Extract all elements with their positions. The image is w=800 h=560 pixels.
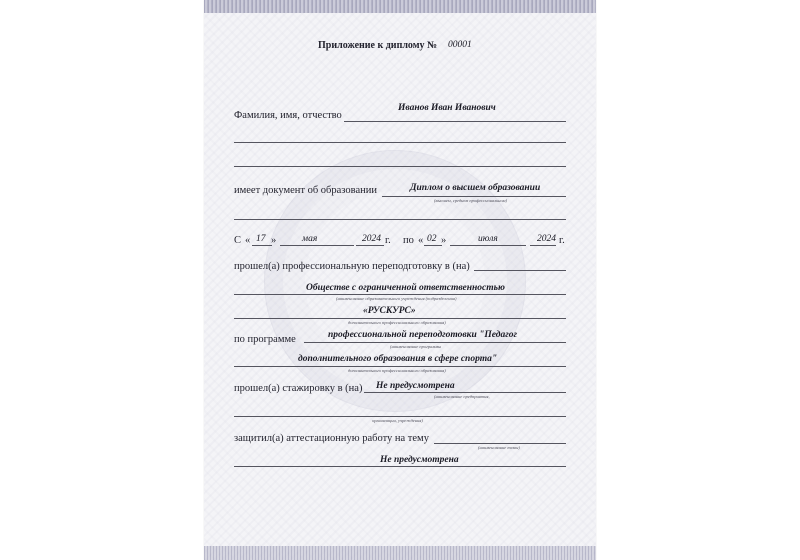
fio-value: Иванов Иван Иванович bbox=[398, 103, 496, 113]
doc-line bbox=[382, 196, 566, 197]
date-to-prefix: по bbox=[403, 235, 414, 246]
decorative-top-band bbox=[204, 0, 596, 13]
intern-label: прошел(а) стажировку в (на) bbox=[234, 383, 363, 394]
doc-label: имеет документ об образовании bbox=[234, 185, 377, 196]
program-line2-rule bbox=[234, 366, 566, 367]
month-to: июля bbox=[478, 234, 498, 244]
year-to: 2024 bbox=[537, 234, 556, 244]
diploma-appendix-page bbox=[204, 0, 596, 560]
program-line1-rule bbox=[304, 342, 566, 343]
document-title: Приложение к диплому № bbox=[318, 40, 438, 51]
org-note2: дополнительного профессионального образования) bbox=[348, 320, 446, 325]
date-from-prefix: С bbox=[234, 235, 242, 246]
doc-value: Диплом о высшем образовании bbox=[410, 183, 541, 193]
quote-close-2: » bbox=[441, 235, 447, 246]
thesis-label: защитил(а) аттестационную работу на тему bbox=[234, 433, 429, 444]
retrain-label: прошел(а) профессиональную переподготовку в (на) bbox=[234, 261, 470, 272]
day-to: 02 bbox=[427, 234, 437, 244]
org-line1-rule bbox=[234, 294, 566, 295]
org-line2-rule bbox=[234, 318, 566, 319]
program-note1: (наименование программы bbox=[390, 344, 442, 349]
year-to-line bbox=[530, 245, 556, 246]
intern-line bbox=[364, 392, 566, 393]
quote-close-1: » bbox=[271, 235, 277, 246]
program-note2: дополнительного профессионального образования) bbox=[348, 368, 446, 373]
program-line2: дополнительного образования в сфере спорта" bbox=[298, 354, 498, 364]
year-from-line bbox=[356, 245, 384, 246]
intern-note2: организации, учреждения) bbox=[372, 418, 423, 423]
thesis-line bbox=[434, 443, 566, 444]
quote-open-1: « bbox=[245, 235, 251, 246]
intern-line-2 bbox=[234, 416, 566, 417]
blank-line-2 bbox=[234, 166, 566, 167]
year-suffix-1: г. bbox=[385, 235, 391, 246]
blank-line-1 bbox=[234, 142, 566, 143]
day-from-line bbox=[252, 245, 272, 246]
month-to-line bbox=[450, 245, 526, 246]
year-suffix-2: г. bbox=[559, 235, 565, 246]
intern-note1: (наименование предприятия, bbox=[434, 394, 490, 399]
fio-line bbox=[344, 121, 566, 122]
day-from: 17 bbox=[256, 234, 266, 244]
org-line1: Обществе с ограниченной ответственностью bbox=[306, 283, 505, 293]
decorative-bottom-band bbox=[204, 546, 596, 560]
month-from-line bbox=[280, 245, 354, 246]
quote-open-2: « bbox=[418, 235, 424, 246]
org-line2: «РУСКУРС» bbox=[363, 306, 416, 316]
blank-line-3 bbox=[234, 219, 566, 220]
diploma-number: 00001 bbox=[448, 40, 472, 50]
thesis-line-2 bbox=[234, 466, 566, 467]
doc-note: (высшем, среднем профессиональном) bbox=[434, 198, 507, 203]
thesis-value: Не предусмотрена bbox=[380, 455, 459, 465]
intern-value: Не предусмотрена bbox=[376, 381, 455, 391]
month-from: мая bbox=[302, 234, 318, 244]
thesis-note: (наименование темы) bbox=[478, 445, 520, 450]
program-line1: профессиональной переподготовки "Педагог bbox=[328, 330, 518, 340]
day-to-line bbox=[424, 245, 442, 246]
year-from: 2024 bbox=[362, 234, 381, 244]
org-note1: (наименование образовательного учреждения (подразделения) bbox=[336, 296, 457, 301]
program-label: по программе bbox=[234, 334, 296, 345]
retrain-line bbox=[474, 270, 566, 271]
fio-label: Фамилия, имя, отчество bbox=[234, 110, 342, 121]
